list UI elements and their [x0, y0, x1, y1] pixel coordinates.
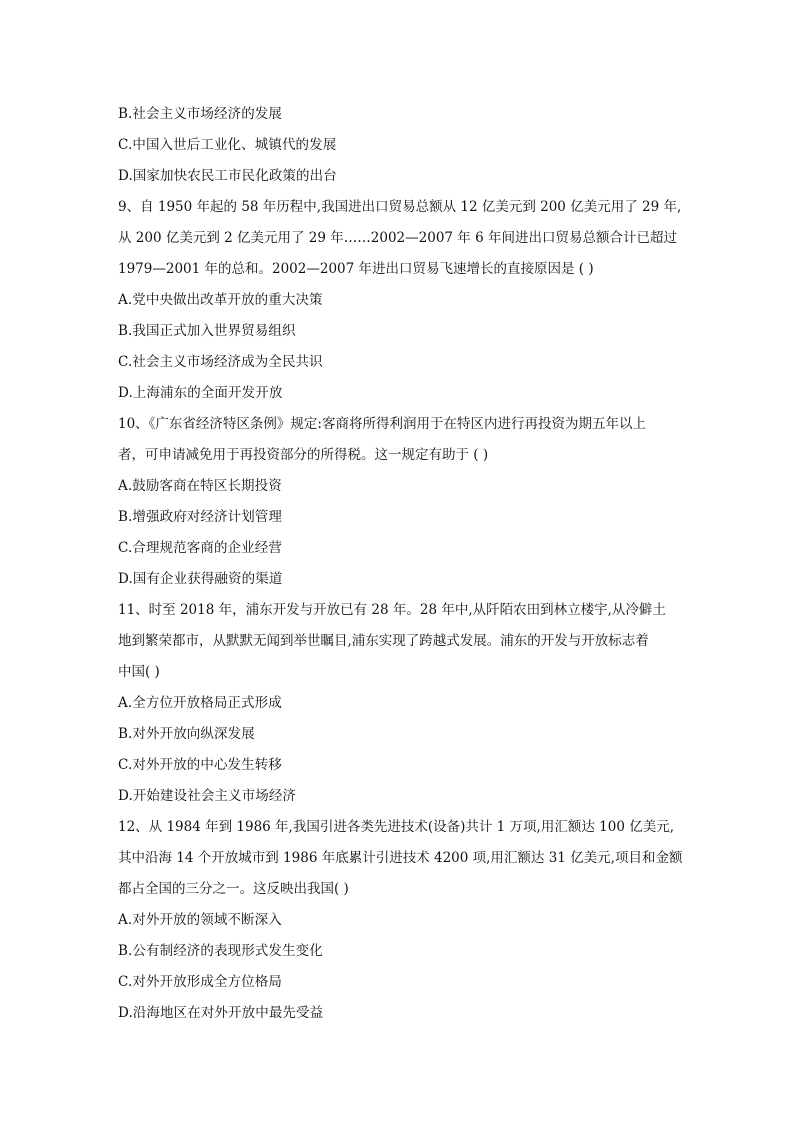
option-a: A.对外开放的领域不断深入	[118, 912, 282, 928]
question-11	[118, 595, 688, 812]
question-stem-line: 都占全国的三分之一。这反映出我国( )	[118, 881, 349, 897]
option-line: C.中国入世后工业化、城镇代的发展	[118, 137, 337, 153]
option-d: D.国有企业获得融资的渠道	[118, 571, 283, 587]
option-c: C.合理规范客商的企业经营	[118, 540, 282, 556]
document-page	[118, 99, 688, 1029]
option-b: B.增强政府对经济计划管理	[118, 509, 283, 525]
question-stem-line: 1979—2001 年的总和。2002—2007 年进出口贸易飞速增长的直接原因是 ( )	[118, 261, 594, 277]
question-stem-line: 12、从 1984 年到 1986 年,我国引进各类先进技术(设备)共计 1 万项,用汇额达 100 亿美元,	[118, 819, 674, 835]
question-stem-line: 地到繁荣都市，从默默无闻到举世瞩目,浦东实现了跨越式发展。浦东的开发与开放标志着	[118, 633, 649, 649]
option-c: C.对外开放的中心发生转移	[118, 757, 282, 773]
option-a: A.鼓励客商在特区长期投资	[118, 478, 282, 494]
question-stem-line: 中国( )	[118, 664, 160, 680]
option-d: D.沿海地区在对外开放中最先受益	[118, 1005, 324, 1021]
question-stem-line: 其中沿海 14 个开放城市到 1986 年底累计引进技术 4200 项,用汇额达 31 亿美元,项目和金额	[118, 850, 683, 866]
question-stem-line: 10、《广东省经济特区条例》规定:客商将所得利润用于在特区内进行再投资为期五年以上	[118, 416, 646, 432]
question-9	[118, 192, 688, 409]
option-b: B.对外开放向纵深发展	[118, 726, 255, 742]
option-a: A.党中央做出改革开放的重大决策	[118, 292, 323, 308]
question-12	[118, 812, 688, 1029]
option-c: C.对外开放形成全方位格局	[118, 974, 282, 990]
question-stem-line: 11、时至 2018 年，浦东开发与开放已有 28 年。28 年中,从阡陌农田到林立楼宇,从冷僻土	[118, 602, 666, 618]
option-a: A.全方位开放格局正式形成	[118, 695, 282, 711]
prev-question-options	[118, 99, 688, 192]
option-line: D.国家加快农民工市民化政策的出台	[118, 168, 337, 184]
question-stem-line: 从 200 亿美元到 2 亿美元用了 29 年……2002—2007 年 6 年间进出口贸易总额合计已超过	[118, 230, 677, 246]
option-line: B.社会主义市场经济的发展	[118, 106, 283, 122]
question-10	[118, 409, 688, 595]
option-c: C.社会主义市场经济成为全民共识	[118, 354, 323, 370]
question-stem-line: 者，可申请减免用于再投资部分的所得税。这一规定有助于 ( )	[118, 447, 489, 463]
question-stem-line: 9、自 1950 年起的 58 年历程中,我国进出口贸易总额从 12 亿美元到 200 亿美元用了 29 年,	[118, 199, 682, 215]
option-d: D.开始建设社会主义市场经济	[118, 788, 297, 804]
option-b: B.公有制经济的表现形式发生变化	[118, 943, 323, 959]
option-b: B.我国正式加入世界贸易组织	[118, 323, 296, 339]
option-d: D.上海浦东的全面开发开放	[118, 385, 283, 401]
